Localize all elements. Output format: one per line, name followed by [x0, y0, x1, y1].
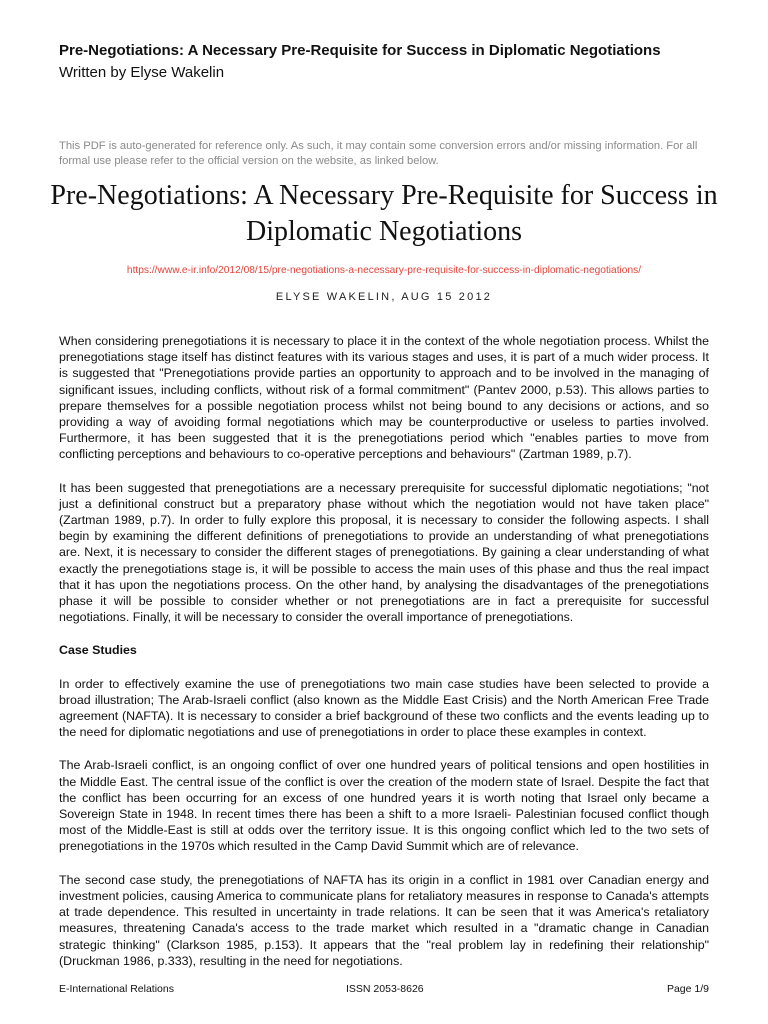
section-heading: Case Studies: [59, 643, 137, 658]
body-paragraph: In order to effectively examine the use of prenegotiations two main case studies have been selected to provide a broad illustration; The Arab-Israeli conflict (also known as the Middle East Crisis) and the North American Free Trade agreement (NAFTA). It is necessary to consider a brief background of these two conflicts and the events leading up to the need for diplomatic negotiations and use of prenegotiations in order to place these examples in context.: [59, 676, 709, 740]
footer-page-number: Page 1/9: [666, 983, 709, 995]
body-paragraph: The Arab-Israeli conflict, is an ongoing conflict of over one hundred years of political tensions and open hostilities in the Middle East. The central issue of the conflict is over the creation of the modern state of Israel. Despite the fact that the conflict has been occurring for an excess of one hundred years it is worth noting that Israel only became a Sovereign State in 1948. In recent times there has been a shift to a more Israeli- Palestinian focused conflict though most of the Middle-East is still at odds over the territory issue. It is this ongoing conflict which led to the two sets of prenegotiations in the 1970s which resulted in the Camp David Summit which are of relevance.: [59, 758, 709, 854]
footer-issn: ISSN 2053-8626: [346, 983, 424, 995]
article-body: [59, 333, 709, 986]
body-paragraph: It has been suggested that prenegotiations are a necessary prerequisite for successful diplomatic negotiations; "not just a definitional construct but a preparatory phase without which the negotiation would not have taken place" (Zartman 1989, p.7). In order to fully explore this proposal, it is necessary to consider the following aspects. I shall begin by examining the different definitions of prenegotiations to provide an understanding of what prenegotiations are. Next, it is necessary to consider the different stages of prenegotiations. By gaining a clear understanding of what exactly the prenegotiations stage is, it will be possible to access the main uses of this phase and thus the real impact that it has upon the negotiations process. On the other hand, by analysing the disadvantages of the prenegotiations phase it will be possible to consider whether or not prenegotiations are in fact a prerequisite for successful negotiations. Finally, it will be necessary to consider the overall importance of prenegotiations.: [59, 480, 709, 625]
pdf-notice: This PDF is auto-generated for reference only. As such, it may contain some conversion errors and/or missing information. For all formal use please refer to the official version on the website, as linked below.: [59, 140, 698, 167]
running-header-title: Pre-Negotiations: A Necessary Pre-Requisite for Success in Diplomatic Negotiations: [59, 42, 661, 59]
body-paragraph: When considering prenegotiations it is necessary to place it in the context of the whole negotiation process. Whilst the prenegotiations stage itself has distinct features with its various stages and uses, it is part of a much wider process. It is suggested that "Prenegotiations provide parties an opportunity to approach and to be involved in the managing of significant issues, including conflicts, without risk of a formal commitment" (Pantev 2000, p.53). This allows parties to prepare themselves for a possible negotiation process whilst not being bound to any decisions or actions, and so providing a way of avoiding formal negotiations which may be counterproductive or useless to parties involved. Furthermore, it has been suggested that it is the prenegotiations period which "enables parties to move from conflicting perceptions and behaviours to co-operative perceptions and behaviours" (Zartman 1989, p.7).: [59, 334, 709, 462]
body-paragraph: The second case study, the prenegotiations of NAFTA has its origin in a conflict in 1981 over Canadian energy and investment policies, causing America to communicate plans for retaliatory measures in response to Canada's attempts at trade dependence. This resulted in uncertainty in trade relations. It can be seen that it was America's retaliatory measures, threatening Canada's access to the trade market which resulted in a "dramatic change in Canadian strategic thinking" (Clarkson 1985, p.153). It appears that the "real problem lay in redefining their relationship" (Druckman 1986, p.333), resulting in the need for negotiations.: [59, 872, 709, 968]
running-header-author: Written by Elyse Wakelin: [59, 64, 225, 81]
article-title: Pre-Negotiations: A Necessary Pre-Requisite for Success in Diplomatic Negotiations: [50, 180, 718, 247]
source-url-link[interactable]: https://www.e-ir.info/2012/08/15/pre-negotiations-a-necessary-pre-requisite-for-success-in-diplomatic-negotiations/: [126, 265, 642, 276]
article-byline: ELYSE WAKELIN, AUG 15 2012: [275, 291, 493, 303]
footer-publisher: E-International Relations: [59, 983, 174, 995]
